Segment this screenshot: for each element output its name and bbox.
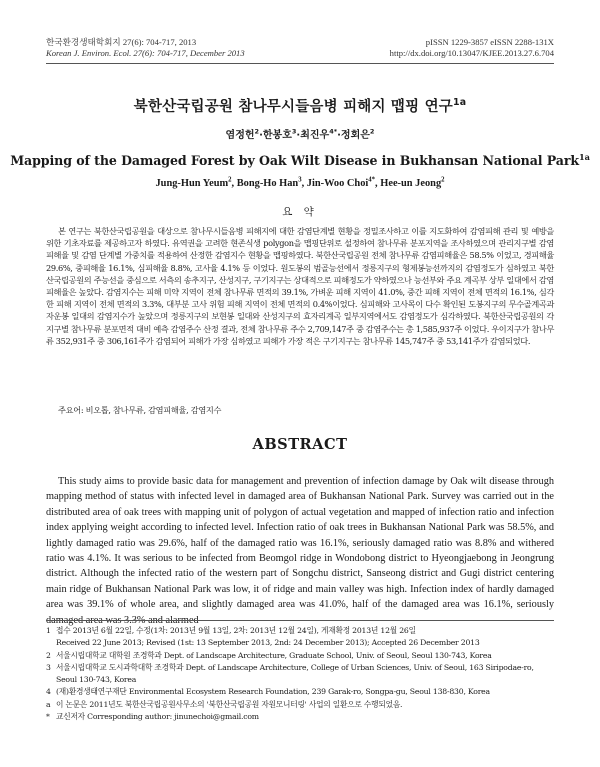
author-en: Bong-Ho Han$^3$: [236, 176, 302, 189]
journal-identifiers: [390, 37, 554, 59]
author-en: Jung-Hun Yeum$^2$: [155, 176, 232, 189]
issn: pISSN 1229-3857 eISSN 2288-131X: [425, 37, 554, 47]
doi-link[interactable]: http://dx.doi.org/10.13047/KJEE.2013.27.6.704: [389, 48, 554, 58]
header-rule: [46, 63, 554, 64]
abstract-heading: ABSTRACT: [252, 436, 348, 453]
keywords-korean: 주요어: 비오톱, 참나무류, 감염피해율, 감염지수: [58, 405, 222, 415]
author-ko: 최진우$^{4*}$: [300, 127, 338, 141]
title-korean: 북한산국립공원 참나무시들음병 피해지 맵핑 연구$^{1a}$: [133, 97, 467, 115]
footnote-rule: [46, 620, 554, 621]
footnote-affiliation-4: 4 (재)환경생태연구재단 Environmental Ecosystem Research Foundation, 239 Garak-ro, Songpa-gu, Seoul 138-830, Korea: [46, 687, 490, 697]
author-ko: 한봉호$^3$: [262, 127, 297, 141]
author-en: Jin-Woo Choi$^{4*}$: [306, 176, 376, 189]
footnote-received: 1 접수 2013년 6월 22일, 수정(1차: 2013년 9월 13일, 2차: 2013년 12월 24일), 게재확정 2013년 12월 26일 Received 22 June 2013; Revised (1st: 13 September 2013, 2nd: 24 December 2013); Accepted 26 December 2013: [46, 626, 480, 648]
author-en: Hee-un Jeong$^2$: [380, 176, 445, 189]
footnotes: [46, 625, 554, 723]
authors-english: Jung-Hun Yeum$^2$, Bong-Ho Han$^3$, Jin-Woo Choi$^{4*}$, Hee-un Jeong$^2$: [155, 176, 445, 189]
footnote-affiliation-2: 2 서울시립대학교 대학원 조경학과 Dept. of Landscape Architecture, Graduate School, Univ. of Seoul, Seoul 130-743, Korea: [46, 650, 492, 660]
footnote-corresponding-author: * 교신저자 Corresponding author: jinunechoi@gmail.com: [46, 712, 259, 722]
authors-korean: 염정헌$^2$·한봉호$^3$·최진우$^{4*}$·정회은$^2$: [225, 127, 375, 141]
abstract-korean: 본 연구는 북한산국립공원을 대상으로 참나무시들음병 피해지에 대한 감염단계별 현황을 정밀조사하고 이를 지도화하여 감염피해 관리 및 예방을 위한 기초자료를 제공하고자 하였다. 유역권을 고려한 현존식생 polygon을 맵핑단위로 설정하여 참나무류 분포지역을 조사하였으며 관리지구별 감염피해율 및 감염 단계별 가중치를 적용하여 산정한 감염지수 현황을 맵핑하였다. 북한산국립공원 전체 참나무류 감염피해율은 58.5% 이었고, 경피해율 29.6%, 중피해율 16.1%, 심피해율 8.8%, 고사율 4.1% 등 이었다. 원도봉의 범골능선에서 정릉지구의 형제봉능선까지의 감염정도가 심하였고 북한산국립공원의 주능선을 중심으로 서측의 송추지구, 산성지구, 구기지구는 상대적으로 피해정도가 약하였으나 능선부와 주요 계곡부 상부 일대에서 감염피해율은 높았다. 감염지수는 피해 미약 지역이 전체 참나무류 면적의 39.1%, 가벼운 피해 지역이 41.0%, 중간 피해 지역이 전체 면적의 16.1%, 심각한 피해 지역이 전체 면적의 3.3%, 대부분 고사 위험 피해 지역이 전체 면적의 0.4%이었다. 심피해와 고사목이 다수 확인된 도봉지구의 무수골계곡과 자운봉 일대의 감염지수가 높았으며 정릉지구의 보현봉 일대와 산성지구의 효자리계곡 일부지역에서도 감염정도가 심각하였다. 북한산국립공원의 각 지구별 참나무류 분포면적 대비 예측 감염주수 산정 결과, 전체 참나무류 주수 2,709,147주 중 감염주수는 총 1,585,937주 이었다. 우이지구가 참나무류 352,931주 중 306,161주가 감염되어 피해가 가장 심하였고 피해가 가장 적은 구기지구는 참나무류 145,747주 중 53,141주가 감염되었다.: [46, 226, 554, 346]
abstract-ko-heading: 요 약: [282, 206, 318, 218]
footnote-affiliation-3: 3 서울시립대학교 도시과학대학 조경학과 Dept. of Landscape Architecture, College of Urban Sciences, Univ. of Seoul, 163 Siripodae-ro, Seoul 130-743, Korea: [46, 662, 534, 685]
author-ko: 정회은$^2$: [340, 127, 375, 141]
title-english: Mapping of the Damaged Forest by Oak Wilt Disease in Bukhansan National Park$^{1a}$: [10, 151, 590, 168]
footnote-funding: a 이 논문은 2011년도 북한산국립공원사무소의 '북한산국립공원 자원모니터링' 사업의 일환으로 수행되었음.: [46, 699, 403, 709]
journal-citation-en: Korean J. Environ. Ecol. 27(6): 704-717, December 2013: [46, 48, 245, 58]
abstract-english: This study aims to provide basic data for management and prevention of infection damage by Oak wilt disease through mapping method of status with infected level in damaged area of Bukhansan National Park. Survey was carried out in the distributed area of oak trees with mapping unit of polygon of actual vegetation and mapped of infection ratio and infection index applying weight according to infected level. Infection ratio of oak trees in Bukhansan National Park was 58.5%, and lightly damaged ratio was 29.6%, half of the damaged ratio was 16.1%, seriously damaged ratio was 8.8% and withered ratio was 4.1%. It was serious to be infected from Beomgol ridge in Wondobong district to Hyeongjaebong in Jeongrung district. Although the infected ratio of the western part of Songchu district, Sanseong district and Gugi district centering main ridge of Bukhansan National Park was low, it of ridge and main valley was high. Infection index of hardly damaged area was 39.1% of whole area, and slightly damaged area was 41.0%, half of the damaged area was 16.1%, seriously damaged area was 3.3% and alarmed: [46, 476, 554, 626]
journal-citation: [46, 37, 245, 59]
journal-citation-ko: 한국환경생태학회지 27(6): 704-717, 2013: [46, 37, 197, 47]
author-ko: 염정헌$^2$: [225, 127, 260, 141]
